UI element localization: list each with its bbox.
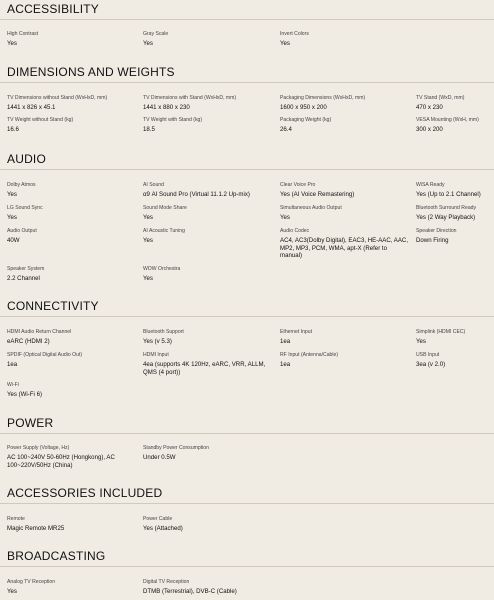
spec-digital-tv-reception <box>143 579 283 596</box>
spec-hdmi-arc <box>7 329 137 346</box>
section-divider <box>0 316 494 317</box>
section-divider <box>0 566 494 567</box>
spec-label: Digital TV Reception <box>143 579 190 585</box>
spec-value: Yes <box>143 40 153 47</box>
spec-clear-voice-pro <box>280 182 410 199</box>
spec-rf-input <box>280 352 410 369</box>
spec-value: Yes (v 5.3) <box>143 338 172 345</box>
spec-value: Yes (2 Way Playback) <box>416 214 476 221</box>
spec-ethernet-input <box>280 329 410 346</box>
spec-value: 1441 x 826 x 45.1 <box>7 104 56 111</box>
section-title-dimensions: DIMENSIONS AND WEIGHTS <box>7 65 175 79</box>
spec-label: TV Weight without Stand (kg) <box>7 117 74 123</box>
spec-label: Packaging Weight (kg) <box>280 117 332 123</box>
spec-value: Yes <box>7 40 17 47</box>
spec-label: Analog TV Reception <box>7 579 56 585</box>
spec-value: Yes <box>416 338 426 345</box>
spec-value: Yes (AI Voice Remastering) <box>280 191 355 198</box>
spec-value: Yes <box>7 191 17 198</box>
spec-bluetooth-surround-ready <box>416 205 494 222</box>
spec-label: AI Sound <box>143 182 164 188</box>
spec-label: WOW Orchestra <box>143 266 181 272</box>
spec-label: TV Dimensions without Stand (WxHxD, mm) <box>7 95 108 101</box>
spec-label: Sound Mode Share <box>143 205 187 211</box>
spec-label: TV Weight with Stand (kg) <box>143 117 203 123</box>
spec-label: HDMI Audio Return Channel <box>7 329 72 335</box>
section-title-broadcasting: BROADCASTING <box>7 549 106 563</box>
spec-remote <box>7 516 137 533</box>
spec-spdif <box>7 352 137 369</box>
spec-value: 1ea <box>280 361 291 368</box>
spec-label: Gray Scale <box>143 31 169 37</box>
spec-ai-sound <box>143 182 275 199</box>
spec-value: eARC (HDMI 2) <box>7 338 50 345</box>
spec-value: Yes <box>280 214 290 221</box>
spec-simultaneous-audio-output <box>280 205 410 222</box>
spec-label: Wi-Fi <box>7 382 19 388</box>
spec-label: TV Dimensions with Stand (WxHxD, mm) <box>143 95 237 101</box>
spec-usb-input <box>416 352 494 369</box>
spec-tv-dim-without-stand <box>7 95 137 112</box>
spec-wifi <box>7 382 137 399</box>
section-title-accessories: ACCESSORIES INCLUDED <box>7 486 163 500</box>
spec-value: Under 0.5W <box>143 454 176 461</box>
spec-label: VESA Mounting (WxH, mm) <box>416 117 479 123</box>
spec-value: Down Firing <box>416 237 449 244</box>
spec-tv-weight-with-stand <box>143 117 273 134</box>
spec-label: Power Supply (Voltage, Hz) <box>7 445 70 451</box>
spec-tv-stand <box>416 95 492 112</box>
spec-label: Simultaneous Audio Output <box>280 205 342 211</box>
spec-label: Power Cable <box>143 516 173 522</box>
spec-value: 470 x 230 <box>416 104 443 111</box>
spec-label: AI Acoustic Tuning <box>143 228 185 234</box>
spec-hdmi-input <box>143 352 275 376</box>
spec-speaker-direction <box>416 228 494 245</box>
spec-value: AC4, AC3(Dolby Digital), EAC3, HE-AAC, AAC, MP2, MP3, PCM, WMA, apt-X (Refer to manual) <box>280 237 409 260</box>
spec-value: 1441 x 880 x 230 <box>143 104 190 111</box>
spec-vesa-mounting <box>416 117 492 134</box>
spec-value: Yes <box>280 40 290 47</box>
spec-label: USB Input <box>416 352 440 358</box>
spec-tv-weight-without-stand <box>7 117 137 134</box>
spec-value: 1ea <box>280 338 291 345</box>
spec-value: α9 AI Sound Pro (Virtual 11.1.2 Up-mix) <box>143 191 250 198</box>
spec-value: Yes (Wi-Fi 6) <box>7 391 42 398</box>
section-divider <box>0 169 494 170</box>
spec-audio-codec <box>280 228 410 260</box>
spec-label: Ethernet Input <box>280 329 313 335</box>
spec-speaker-system <box>7 266 137 283</box>
spec-value: 3ea (v 2.0) <box>416 361 446 368</box>
spec-value: 1600 x 950 x 200 <box>280 104 327 111</box>
spec-value: Yes <box>7 588 17 595</box>
spec-audio-output <box>7 228 137 245</box>
spec-packaging-dim <box>280 95 410 112</box>
spec-label: LG Sound Sync <box>7 205 43 211</box>
spec-label: High Contrast <box>7 31 39 37</box>
spec-value: Yes (Up to 2.1 Channel) <box>416 191 481 198</box>
spec-label: HDMI Input <box>143 352 169 358</box>
spec-label: WiSA Ready <box>416 182 445 188</box>
spec-high-contrast <box>7 31 132 48</box>
spec-value: Magic Remote MR25 <box>7 525 65 532</box>
spec-value: 2.2 Channel <box>7 275 40 282</box>
spec-label: SPDIF (Optical Digital Audio Out) <box>7 352 83 358</box>
spec-value: Yes <box>143 237 153 244</box>
spec-value: 16.6 <box>7 126 19 133</box>
spec-dolby-atmos <box>7 182 137 199</box>
spec-label: Speaker System <box>7 266 45 272</box>
spec-sound-mode-share <box>143 205 273 222</box>
spec-simplink <box>416 329 494 346</box>
spec-wow-orchestra <box>143 266 273 283</box>
spec-value: 40W <box>7 237 20 244</box>
spec-value: AC 100~240V 50-60Hz (Hongkong), AC 100~220V/50Hz (China) <box>7 454 115 469</box>
spec-label: Invert Colors <box>280 31 309 37</box>
spec-label: Simplink (HDMI CEC) <box>416 329 466 335</box>
section-title-audio: AUDIO <box>7 152 47 166</box>
spec-label: RF Input (Antenna/Cable) <box>280 352 339 358</box>
spec-label: TV Stand (WxD, mm) <box>416 95 465 101</box>
spec-invert-colors <box>280 31 405 48</box>
spec-value: Yes <box>143 214 153 221</box>
section-title-accessibility: ACCESSIBILITY <box>7 2 99 16</box>
section-divider <box>0 503 494 504</box>
spec-wisa-ready <box>416 182 494 199</box>
spec-ai-acoustic-tuning <box>143 228 273 245</box>
spec-bluetooth-support <box>143 329 273 346</box>
spec-analog-tv-reception <box>7 579 137 596</box>
spec-tv-dim-with-stand <box>143 95 273 112</box>
spec-value: 300 x 200 <box>416 126 443 133</box>
spec-label: Dolby Atmos <box>7 182 36 188</box>
spec-label: Clear Voice Pro <box>280 182 316 188</box>
spec-packaging-weight <box>280 117 410 134</box>
spec-standby-power <box>143 445 273 462</box>
spec-label: Audio Output <box>7 228 37 234</box>
spec-label: Audio Codec <box>280 228 310 234</box>
spec-label: Bluetooth Surround Ready <box>416 205 477 211</box>
spec-value: 26.4 <box>280 126 292 133</box>
spec-gray-scale <box>143 31 268 48</box>
spec-lg-sound-sync <box>7 205 137 222</box>
section-divider <box>0 433 494 434</box>
spec-value: 4ea (supports 4K 120Hz, eARC, VRR, ALLM, QMS (4 port)) <box>143 361 266 376</box>
spec-value: 18.5 <box>143 126 155 133</box>
spec-label: Bluetooth Support <box>143 329 184 335</box>
section-divider <box>0 19 494 20</box>
section-divider <box>0 82 494 83</box>
spec-label: Remote <box>7 516 25 522</box>
spec-power-supply <box>7 445 129 469</box>
section-title-power: POWER <box>7 416 54 430</box>
spec-label: Speaker Direction <box>416 228 457 234</box>
spec-label: Packaging Dimensions (WxHxD, mm) <box>280 95 366 101</box>
spec-value: Yes <box>143 275 153 282</box>
spec-value: DTMB (Terrestrial), DVB-C (Cable) <box>143 588 237 595</box>
section-title-connectivity: CONNECTIVITY <box>7 299 99 313</box>
spec-value: Yes (Attached) <box>143 525 183 532</box>
spec-value: 1ea <box>7 361 18 368</box>
spec-label: Standby Power Consumption <box>143 445 209 451</box>
spec-value: Yes <box>7 214 17 221</box>
spec-power-cable <box>143 516 273 533</box>
